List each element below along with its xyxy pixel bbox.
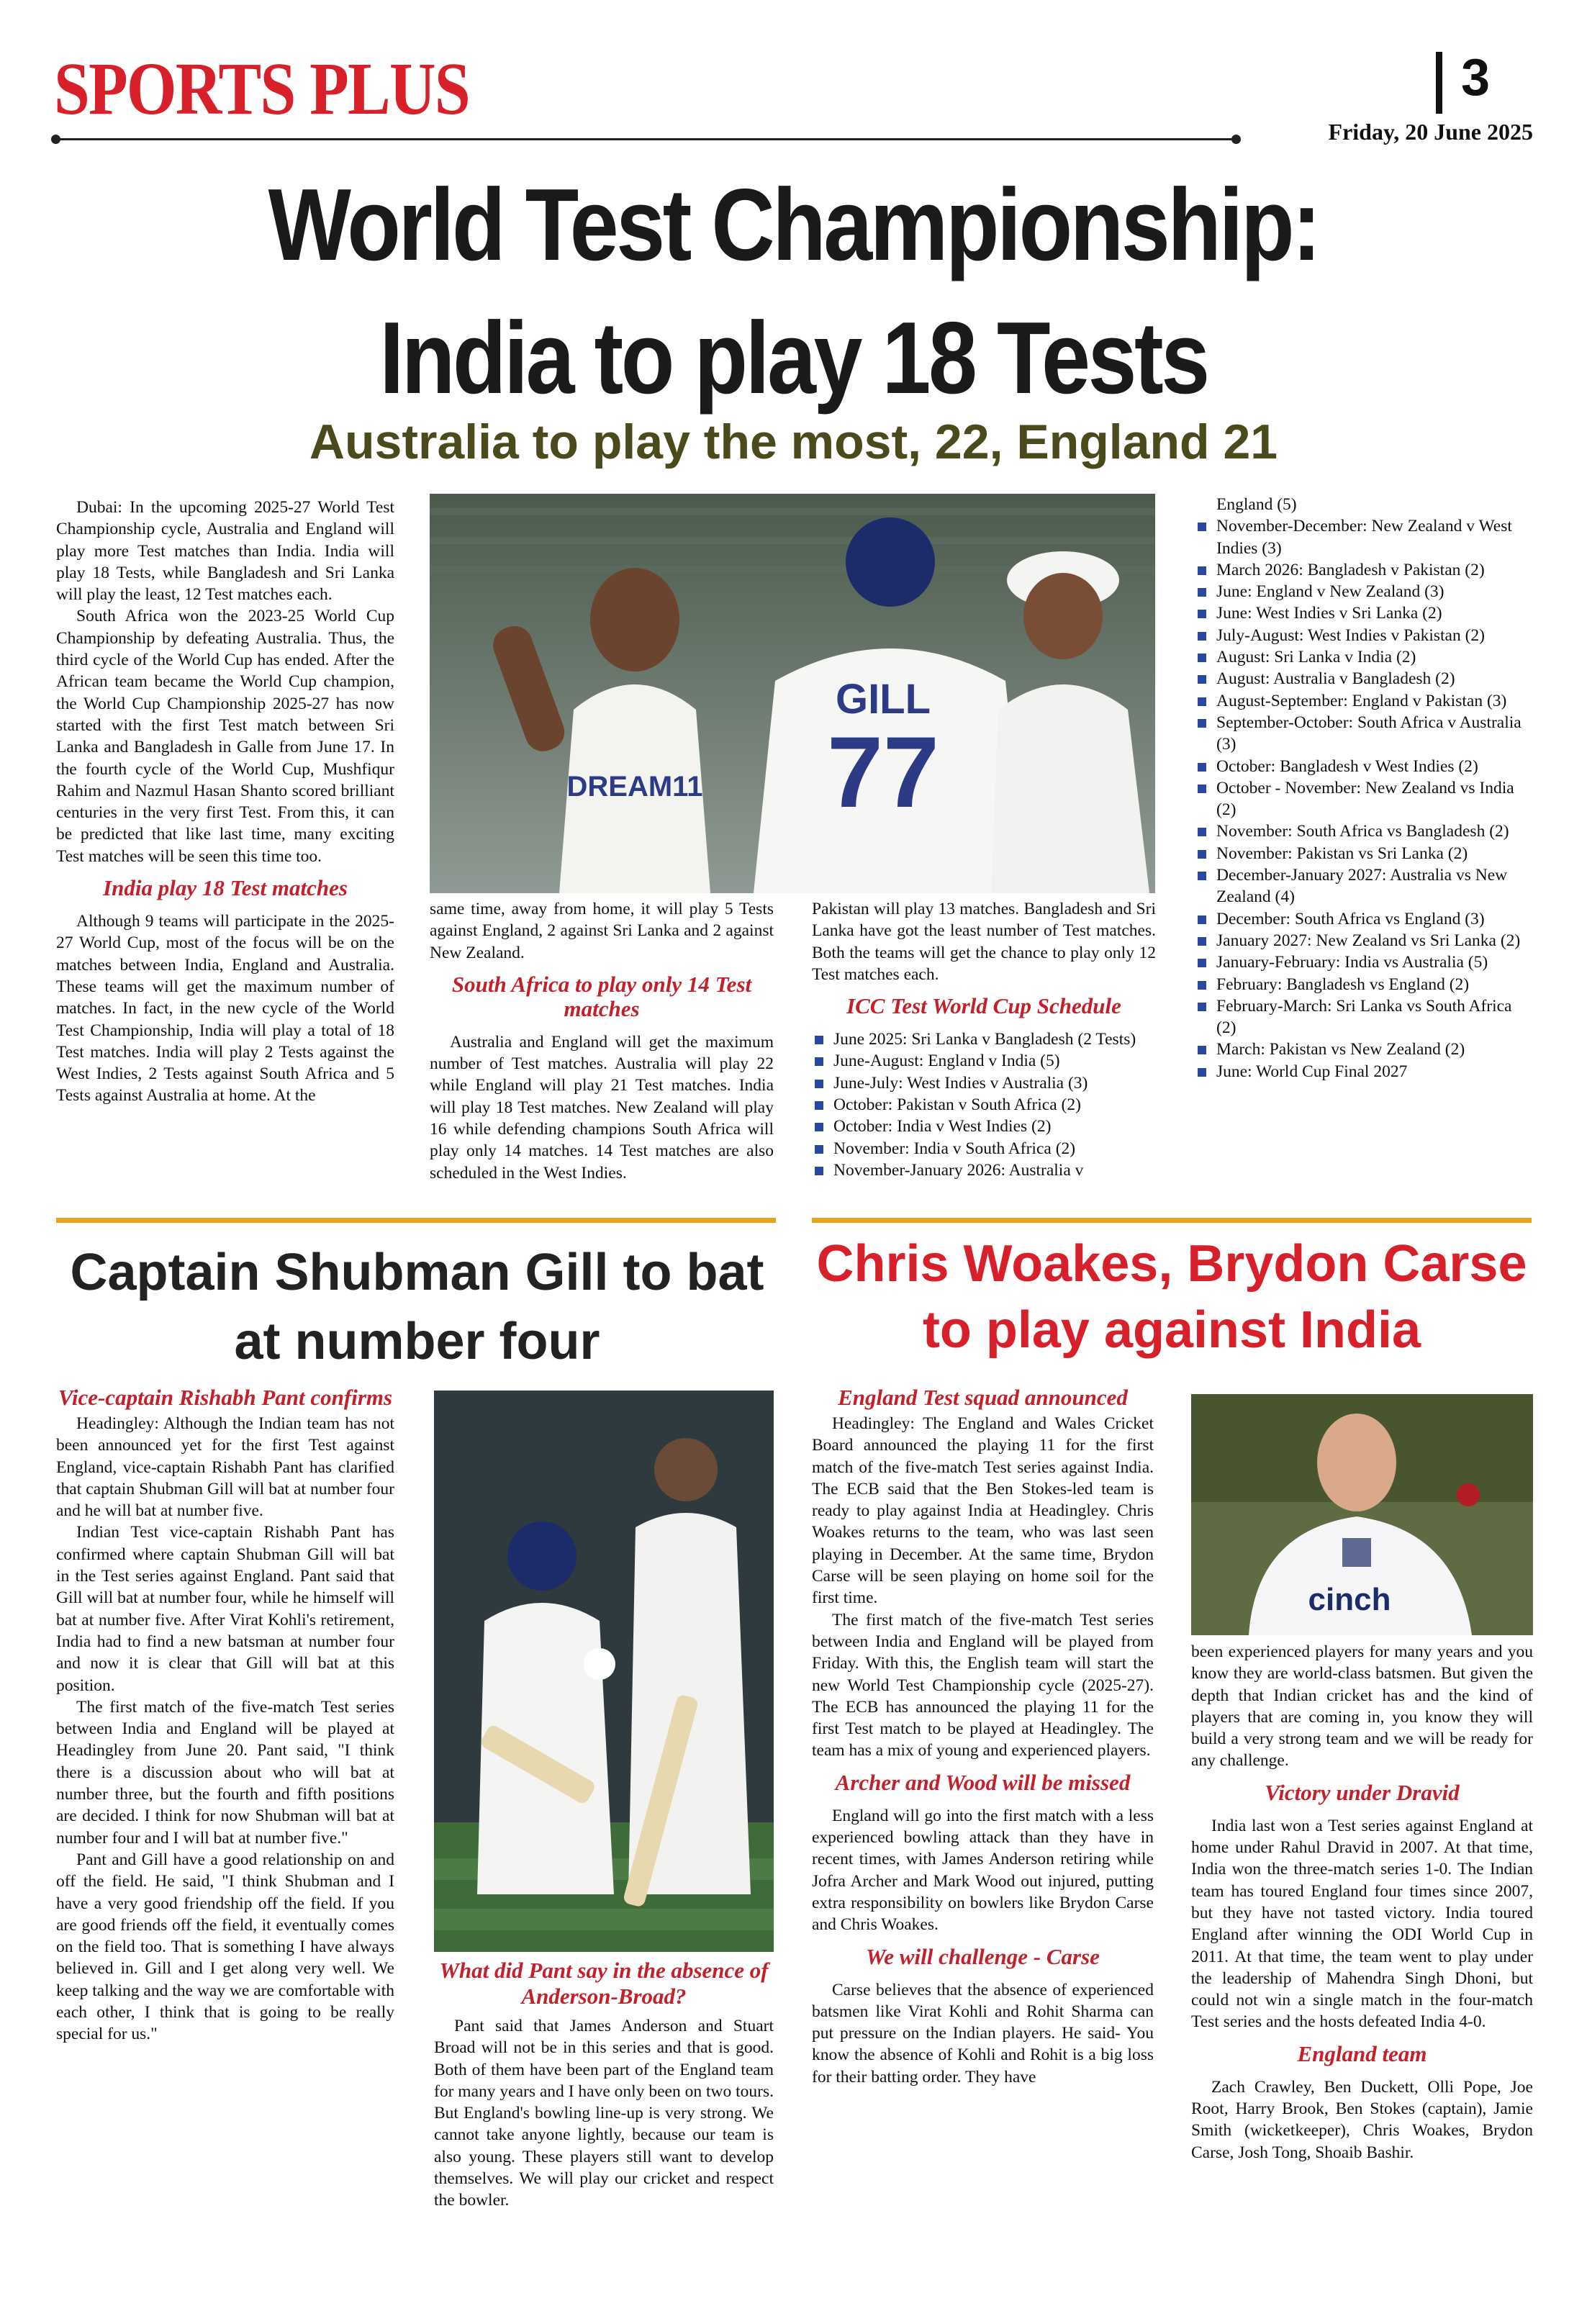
- gill-column-1: [56, 1385, 394, 2045]
- england-paragraph: India last won a Test series against England at home under Rahul Dravid in 2007. At that time, India won the three-match series 1-0. The Indian team has toured England four times since 2007, but they have not tasted victory. India toured England after winning the ODI World Cup in 2011. At that time, the team went to play under the leadership of Mahendra Singh Dhoni, but could not win a single match in the four-match Test series and the hosts defeated India 4-0.: [1191, 1816, 1533, 2032]
- jersey-name-text: GILL: [835, 676, 931, 723]
- england-paragraph: The first match of the five-match Test series between India and England will be played from Friday. With this, the English team will start the new World Test Championship cycle (2025-27). The ECB has announced the playing 11 for the first Test match to be played at Headingley. The team has a mix of young and experienced players.: [812, 1610, 1154, 1760]
- schedule-item: June: West Indies v Sri Lanka (2): [1195, 602, 1533, 624]
- england-crosshead: Archer and Wood will be missed: [835, 1769, 1131, 1795]
- lead-column-3: [812, 898, 1156, 1181]
- schedule-heading: ICC Test World Cup Schedule: [846, 993, 1121, 1019]
- england-paragraph: been experienced players for many years and you know they are world-class batsmen. But given the depth that Indian cricket has and the kind of players that are coming in, you know they will build a very strong team and we will be ready for any challenge.: [1191, 1642, 1533, 1771]
- england-column-1: [812, 1385, 1154, 2088]
- schedule-item: October: Bangladesh v West Indies (2): [1195, 756, 1533, 777]
- schedule-item: June-August: England v India (5): [812, 1050, 1156, 1072]
- gill-photo-image: [434, 1391, 774, 1952]
- dateline: Friday, 20 June 2025: [1328, 119, 1533, 145]
- england-paragraph: Zach Crawley, Ben Duckett, Olli Pope, Joe Root, Harry Brook, Ben Stokes (captain), Jamie Smith (wicketkeeper), Chris Woakes, Brydon Carse, Josh Tong, Shoaib Bashir.: [1191, 2077, 1533, 2162]
- england-paragraph: Carse believes that the absence of experienced batsmen like Virat Kohli and Rohit Sharma can put pressure on the Indian players. He said- You know the absence of Kohli and Rohit is a big loss for their batting order. They have: [812, 1980, 1154, 2086]
- schedule-continuation: England (5): [1216, 495, 1297, 514]
- england-paragraph: Headingley: The England and Wales Cricket Board announced the playing 11 for the first match of the five-match Test series against India. The ECB said that the Ben Stokes-led team is ready to play against India at Headingley. Chris Woakes returns to the team, who was last seen playing in December. At the same time, Brydon Carse will be seen playing on home soil for the first time.: [812, 1414, 1154, 1608]
- schedule-list-a: [812, 1028, 1156, 1181]
- section-rule-right: [812, 1218, 1532, 1223]
- schedule-item: November-January 2026: Australia v: [812, 1159, 1156, 1181]
- schedule-item: March: Pakistan vs New Zealand (2): [1195, 1039, 1533, 1060]
- gill-headline: Captain Shubman Gill to bat at number four: [70, 1244, 764, 1370]
- schedule-item: October: India v West Indies (2): [812, 1116, 1156, 1137]
- schedule-item: January 2027: New Zealand vs Sri Lanka (2): [1195, 930, 1533, 951]
- schedule-item: August: Australia v Bangladesh (2): [1195, 668, 1533, 689]
- sponsor-logo: cinch: [1308, 1582, 1391, 1617]
- lead-column-1: [56, 497, 394, 1107]
- schedule-item: October - November: New Zealand vs India (2): [1195, 777, 1533, 821]
- lead-paragraph: South Africa won the 2023-25 World Cup Championship by defeating Australia. Thus, the third cycle of the World Cup has ended. After the African team became the World Cup champion, the World Cup Championship 2025-27 has now started with the first Test match between Sri Lanka and Bangladesh in Galle from June 17. In the fourth cycle of the World Cup, Mushfiqur Rahim and Nazmul Hasan Shanto scored brilliant centuries in the very first Test. From this, it can be predicted that like last time, many exciting Test matches will be seen this time too.: [56, 607, 394, 866]
- lead-paragraph: Dubai: In the upcoming 2025-27 World Test Championship cycle, Australia and England will play more Test matches than India. India will play 18 Tests, while Bangladesh and Sri Lanka will play the least, 12 Test matches each.: [56, 498, 394, 605]
- schedule-item: November: Pakistan vs Sri Lanka (2): [1195, 843, 1533, 864]
- schedule-item: February: Bangladesh vs England (2): [1195, 974, 1533, 995]
- england-crosshead: We will challenge - Carse: [866, 1943, 1100, 1969]
- sponsor-logo: DREAM11: [566, 771, 703, 802]
- lead-paragraph: same time, away from home, it will play 5 Tests against England, 2 against Sri Lanka and 2 against New Zealand.: [430, 900, 774, 962]
- schedule-item: November-December: New Zealand v West Indies (3): [1195, 515, 1533, 559]
- lead-column-4: [1195, 494, 1533, 1082]
- schedule-item: August: Sri Lanka v India (2): [1195, 646, 1533, 668]
- schedule-item: October: Pakistan v South Africa (2): [812, 1094, 1156, 1116]
- lead-headline-line1: World Test Championship:: [268, 168, 1319, 282]
- page-number: 3: [1461, 49, 1491, 107]
- lead-paragraph: Pakistan will play 13 matches. Bangladesh and Sri Lanka have got the least number of Test matches. Both the teams will get the chance to play only 12 Test matches each.: [812, 900, 1156, 984]
- lead-headline-line2: India to play 18 Tests: [379, 301, 1208, 415]
- schedule-item: June: World Cup Final 2027: [1195, 1061, 1533, 1082]
- gill-paragraph: The first match of the five-match Test series between India and England will be played at Headingley from June 20. Pant said, "I think there is a discussion about who will bat at number three, but the fourth and fifth positions are decided. I think for now Shubman will bat at number four and I will bat at number five.": [56, 1697, 394, 1848]
- schedule-item: December-January 2027: Australia vs New Zealand (4): [1195, 864, 1533, 908]
- jersey-number-text: 77: [827, 715, 939, 828]
- schedule-item: August-September: England v Pakistan (3): [1195, 690, 1533, 712]
- lead-subhead: Australia to play the most, 22, England 21: [309, 415, 1278, 469]
- gill-paragraph: Indian Test vice-captain Rishabh Pant has confirmed where captain Shubman Gill will bat in the Test series against England. Pant said that Gill will bat at number four, while he himself will bat at number five. After Virat Kohli's retirement, India had to find a new batsman at number four and now it is clear that Gill will bat at this position.: [56, 1523, 394, 1695]
- masthead-rule: [54, 138, 1238, 140]
- schedule-item: June-July: West Indies v Australia (3): [812, 1072, 1156, 1094]
- schedule-item: January-February: India vs Australia (5): [1195, 951, 1533, 973]
- schedule-item: November: India v South Africa (2): [812, 1138, 1156, 1159]
- lead-column-2: [430, 898, 774, 1184]
- schedule-item: March 2026: Bangladesh v Pakistan (2): [1195, 559, 1533, 581]
- lead-crosshead: South Africa to play only 14 Test matches: [451, 971, 752, 1021]
- section-masthead: SPORTS PLUS: [54, 48, 469, 130]
- gill-photo-caption: [430, 1958, 777, 2009]
- england-headline: Chris Woakes, Brydon Carse to play against India: [816, 1235, 1527, 1359]
- page-number-bar: [1436, 52, 1442, 114]
- gill-crosshead: Vice-captain Rishabh Pant confirms: [58, 1385, 393, 1410]
- lead-photo: [430, 494, 1155, 893]
- schedule-item: July-August: West Indies v Pakistan (2): [1195, 625, 1533, 646]
- gill-paragraph: Pant said that James Anderson and Stuart Broad will not be in this series and that is good. Both of them have been part of the England team for many years and I have only been on two tours. But England's bowling line-up is very strong. We cannot take anyone lightly, because our team is also young. These players still want to develop themselves. We will play our cricket and respect the bowler.: [434, 2017, 774, 2210]
- lead-paragraph: Australia and England will get the maximum number of Test matches. Australia will play 22 while England will play 21 Test matches. India will play 18 Test matches. New Zealand will play 16 while defending champions South Africa will play only 14 matches. 14 Test matches are also scheduled in the West Indies.: [430, 1032, 774, 1183]
- schedule-list-b: [1195, 515, 1533, 1082]
- woakes-photo-image: [1191, 1394, 1533, 1635]
- england-crosshead: Victory under Dravid: [1265, 1779, 1460, 1805]
- schedule-item: November: South Africa vs Bangladesh (2): [1195, 820, 1533, 842]
- england-paragraph: England will go into the first match with a less experienced bowling attack than they have in recent times, with James Anderson retiring while Jofra Archer and Mark Wood out injured, putting extra responsibility on bowlers like Brydon Carse and Chris Woakes.: [812, 1806, 1154, 1935]
- england-column-2: [1191, 1641, 1533, 2164]
- england-crosshead: England Test squad announced: [838, 1385, 1128, 1410]
- gill-photo: [434, 1391, 774, 1952]
- gill-paragraph: Pant and Gill have a good relationship on and off the field. He said, "I think Shubman and I have a very good friendship off the field. If you are good friends off the field, it eventually comes on the field too. That is something I have always believed in. Gill and I get along very well. We keep talking and the way we are comfortable with each other, I think that is going to be really special for us.": [56, 1850, 394, 2044]
- schedule-item: February-March: Sri Lanka vs South Africa (2): [1195, 995, 1533, 1039]
- schedule-item: September-October: South Africa v Australia (3): [1195, 712, 1533, 756]
- england-crosshead: England team: [1297, 2040, 1427, 2066]
- schedule-item: June 2025: Sri Lanka v Bangladesh (2 Tests): [812, 1028, 1156, 1050]
- woakes-photo: [1191, 1394, 1533, 1635]
- schedule-item: June: England v New Zealand (3): [1195, 581, 1533, 602]
- lead-headline: [167, 158, 1421, 425]
- lead-photo-image: [430, 494, 1155, 893]
- section-rule-left: [56, 1218, 776, 1223]
- schedule-item: December: South Africa vs England (3): [1195, 908, 1533, 930]
- gill-column-2: [434, 2015, 774, 2212]
- gill-paragraph: Headingley: Although the Indian team has not been announced yet for the first Test against England, vice-captain Rishabh Pant has clarified that captain Shubman Gill will bat at number four and he will bat at number five.: [56, 1414, 394, 1521]
- gill-crosshead: What did Pant say in the absence of Anderson-Broad?: [439, 1958, 769, 2009]
- lead-paragraph: Although 9 teams will participate in the 2025-27 World Cup, most of the focus will be on the matches between India, England and Australia. These teams will get the maximum number of matches. In fact, in the new cycle of the World Test Championship, India will play a total of 18 Test matches. India will play 2 Tests against the West Indies, 2 Tests against South Africa and 5 Tests against Australia at home. At the: [56, 912, 394, 1106]
- lead-crosshead: India play 18 Test matches: [103, 875, 348, 901]
